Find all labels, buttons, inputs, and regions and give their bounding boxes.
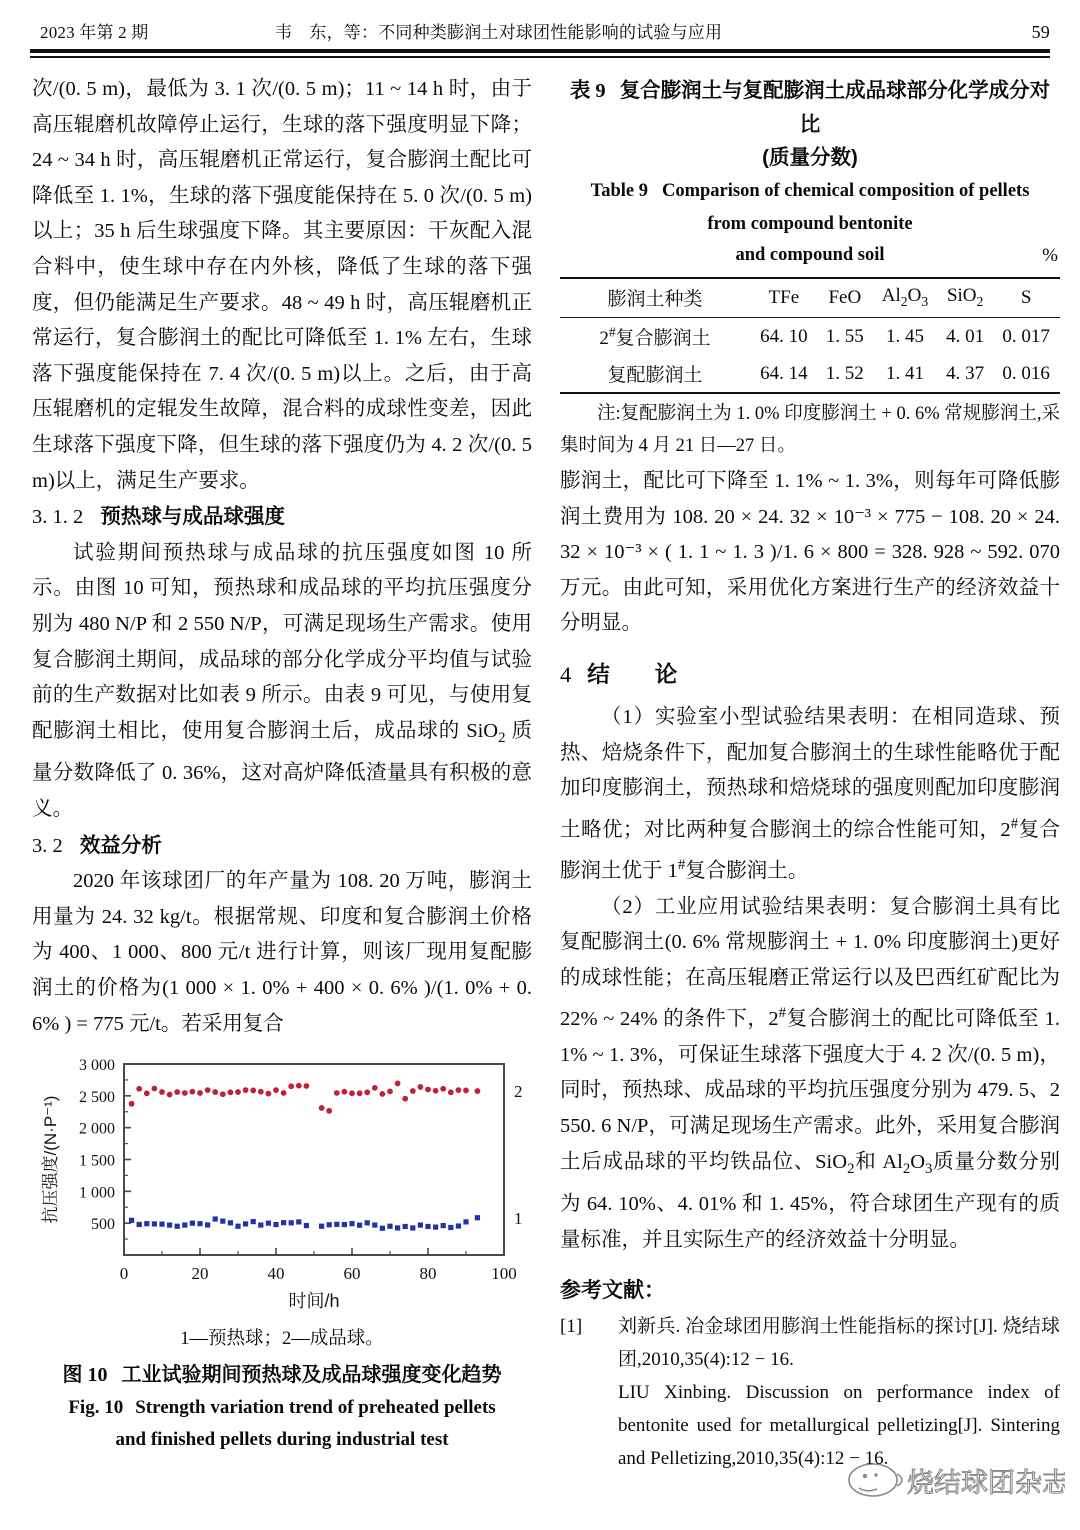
table-9-r0-c3: 1. 45: [885, 325, 924, 347]
x-tick-label: 40: [267, 1264, 285, 1284]
reference-en: LIU Xinbing. Discussion on performance index of bentonite used for metallurgical pelletizing[J]. Sintering and Pelletizing,2010,35(4):12 − 16.: [618, 1382, 1060, 1470]
reference-item: [560, 1310, 1060, 1475]
table-9-caption-cn-line1: [560, 74, 1060, 141]
table-9-r1-c4: 4. 37: [946, 362, 985, 384]
heading-3-2: [32, 828, 532, 865]
heading-4-conclusion: [560, 656, 1060, 694]
conclusion-item-1: [560, 700, 1060, 890]
reference-cn: 刘新兵. 冶金球团用膨润土性能指标的探讨[J]. 烧结球团,2010,35(4):12 − 16.: [618, 1316, 1060, 1371]
figure-10-caption-cn: [32, 1358, 532, 1392]
heading-3-1-2-text: 预热球与成品球强度: [100, 505, 285, 529]
page-number: 59: [1031, 22, 1050, 42]
header-article-title: 韦 东，等：不同种类膨润土对球团性能影响的试验与应用: [275, 23, 723, 42]
table-9-r1-c3: 1. 41: [885, 362, 924, 384]
figure-10-caption-en-text1: Strength variation trend of preheated pellets: [135, 1397, 496, 1419]
conclusion-2-text-c: 和 Al: [854, 1150, 903, 1173]
table-9-caption-en-line2: from compound bentonite: [707, 214, 913, 234]
reference-number: [1]: [560, 1316, 583, 1338]
right-column: [560, 72, 1060, 1530]
hash-superscript: #: [1010, 815, 1019, 832]
table-9-caption-en-line1: [560, 176, 1060, 207]
x-tick-label: 0: [119, 1264, 129, 1284]
table-9-col-5: S: [1020, 286, 1032, 308]
table-row: [560, 355, 1060, 393]
reference-body: [618, 1310, 1060, 1475]
table-9-caption-cn-line2: (质量分数): [762, 146, 858, 169]
figure-10-caption-en-line1: [32, 1392, 532, 1424]
paragraph-3-1-2-b-post: 质量分数降低了 0. 36%，这对高炉降低渣量具有积极的意义。: [32, 719, 533, 820]
conclusion-1-text-b: 复合膨润土优于 1: [560, 818, 1061, 882]
heading-3-1-2-number: 3. 1. 2: [32, 506, 84, 529]
x-tick-label: 100: [491, 1264, 517, 1284]
left-column: [32, 72, 532, 1530]
heading-3-2-text: 效益分析: [79, 833, 162, 857]
scatter-chart: [32, 1050, 532, 1318]
table-9-r1-name: 复配膨润土: [607, 365, 703, 386]
table-9-r0-c4: 4. 01: [946, 325, 985, 347]
table-row: [560, 318, 1060, 356]
y-tick-label: 1 500: [79, 1152, 115, 1170]
figure-10: [32, 1050, 532, 1456]
conclusion-1-text-c: 复合膨润土。: [685, 860, 809, 882]
y-tick-label: 2 000: [79, 1120, 115, 1138]
sio2-subscript: 2: [498, 729, 506, 746]
table-9-grid: [560, 277, 1060, 394]
table-9-r0-c5: 0. 017: [1002, 325, 1050, 347]
y-tick-label: 2 500: [79, 1088, 115, 1106]
table-9-caption-cn-text: 复合膨润土与复配膨润土成品球部分化学成分对比: [619, 79, 1051, 136]
table-9-r0-c2: 1. 55: [825, 325, 864, 347]
table-9-col-0: 膨润土种类: [607, 289, 703, 310]
table-9-label-cn: 表 9: [569, 80, 606, 102]
paragraph-3-1-2-a-text: 试验期间预热球与成品球的抗压强度如图 10 所示。由图 10 可知，预热球和成品球的平均抗压强度分别为 480 N/P 和 2 550 N/P，可满足现场生产需求。使用复合膨润土期间，成品球的部分化学成分平均值与试验前的生产数据对比如表 9 所示。由表 9 可见，与使用复配膨润土相比，使用: [32, 541, 532, 742]
table-9-unit: %: [1042, 245, 1058, 266]
conclusion-1-text-a: （1）实验室小型试验结果表明：在相同造球、预热、焙烧条件下，配加复合膨润土的生球性能略优于配加印度膨润土，预热球和焙烧球的强度则配加印度膨润土略优；对比两种复合膨润土的综合性能可知，2: [560, 705, 1060, 841]
x-axis-label: 时间/h: [288, 1291, 340, 1312]
series-label-2: 2: [514, 1082, 523, 1102]
al2o3-subscript-1: 2: [902, 1160, 911, 1177]
table-9-caption-en-line3-row: [560, 240, 1060, 271]
table-9-header-row: [560, 278, 1060, 318]
y-tick-label: 3 000: [79, 1057, 115, 1075]
paragraph-economics: 膨润土，配比可下降至 1. 1% ~ 1. 3%，则每年可降低膨润土费用为 108. 20 × 24. 32 × 10⁻³ × 775 − 108. 20 × 24. 32 × 10⁻³ × ( 1. 1 ~ 1. 3 )/1. 6 × 800 = 328. 928 ~ 592. 070 万元。由此可知，采用优化方案进行生产的经济效益十分明显。: [560, 470, 1060, 635]
conclusion-2-text-b: 复合膨润土的配比可降低至 1. 1% ~ 1. 3%，可保证生球落下强度大于 4. 2 次/(0. 5 m)，同时，预热球、成品球的平均抗压强度分别为 479. 5、2 550. 6 N/P，可满足现场生产需求。此外，采用复合膨润土后成品球的平均铁品位、SiO: [560, 1008, 1061, 1173]
table-9-r1-c1: 64. 14: [760, 362, 808, 384]
figure-10-label-cn: 图 10: [62, 1364, 108, 1387]
header-issue: 2023 年第 2 期: [40, 23, 149, 42]
series-label-1: 1: [514, 1208, 523, 1228]
table-9: [560, 74, 1060, 462]
table-9-r1-c2: 1. 52: [825, 362, 864, 384]
series-1: [129, 1215, 480, 1231]
table-9-col-2: FeO: [828, 286, 862, 308]
figure-10-label-en: Fig. 10: [68, 1397, 124, 1419]
watermark-text: 烧结球团杂志: [907, 1468, 1065, 1498]
table-9-caption-en-text1: Comparison of chemical composition of pellets: [662, 181, 1030, 201]
table-9-col-4: SiO$_2$: [946, 285, 984, 309]
series-2: [129, 1081, 481, 1114]
x-tick-label: 20: [191, 1264, 209, 1284]
figure-10-caption-cn-text: 工业试验期间预热球及成品球强度变化趋势: [121, 1364, 502, 1387]
table-9-col-1: TFe: [768, 286, 800, 308]
sio2-subscript: 2: [847, 1160, 855, 1177]
y-tick-label: 500: [91, 1216, 115, 1234]
conclusion-2-text-a: （2）工业应用试验结果表明：复合膨润土具有比复配膨润土(0. 6% 常规膨润土 + 1. 0% 印度膨润土)更好的成球性能；在高压辊磨正常运行以及巴西红矿配比为 22% ~ 24% 的条件下，2: [560, 895, 1060, 1031]
paragraph-3-1-2-a: [32, 536, 532, 828]
page-columns: [0, 72, 1080, 1530]
figure-10-plot: [32, 1050, 532, 1318]
heading-3-1-2: [32, 499, 532, 536]
figure-10-caption-en-line2: and finished pellets during industrial test: [115, 1429, 449, 1451]
table-9-r0-c1: 64. 10: [760, 325, 808, 347]
header-divider: [30, 49, 1050, 59]
table-9-col-3: $Al_2O_3$: [881, 285, 929, 309]
heading-4-text: 结 论: [587, 661, 678, 687]
y-tick-label: 1 000: [79, 1184, 115, 1202]
x-tick-label: 80: [419, 1264, 437, 1284]
table-9-label-en: Table 9: [590, 181, 648, 201]
running-head: [40, 18, 1050, 46]
figure-10-series-note: 1—预热球；2—成品球。: [180, 1329, 384, 1350]
table-9-r0-name: 2#复合膨润土: [599, 324, 711, 349]
y-axis-label: 抗压强度/(N·P⁻¹): [41, 1095, 60, 1224]
x-tick-label: 60: [343, 1264, 361, 1284]
references-heading: 参考文献：: [560, 1279, 665, 1303]
paragraph-3-2: 2020 年该球团厂的年产量为 108. 20 万吨，膨润土用量为 24. 32 kg/t。根据常规、印度和复合膨润土价格为 400、1 000、800 元/t 进行计算，则该厂现用复配膨润土的价格为(1 000 × 1. 0% + 400 × 0. 6% )/(1. 0% + 0. 6% ) = 775 元/t。若采用复合: [32, 870, 532, 1035]
al2o3-subscript-2: 3: [925, 1160, 933, 1177]
paragraph-continued: 次/(0. 5 m)，最低为 3. 1 次/(0. 5 m)；11 ~ 14 h 时，由于高压辊磨机故障停止运行，生球的落下强度明显下降；24 ~ 34 h 时，高压辊磨机正常运行，复合膨润土配比可降低至 1. 1%，生球的落下强度能保持在 5. 0 次/(0. 5 m)以上；35 h 后生球强度下降。其主要原因：干灰配入混合料中，使生球中存在内外核，降低了生球的落下强度，但仍能满足生产要求。48 ~ 49 h 时，高压辊磨机正常运行，复合膨润土的配比可降低至 1. 1% 左右，生球落下强度能保持在 7. 4 次/(0. 5 m)以上。之后，由于高压辊磨机的定辊发生故障，混合料的成球性变差，因此生球落下强度下降，但生球的落下强度仍为 4. 2 次/(0. 5 m)以上，满足生产要求。: [32, 78, 532, 492]
paragraph-3-1-2-b-pre: 复合膨润土后，成品球的 SiO: [224, 719, 499, 742]
table-9-note: 注:复配膨润土为 1. 0% 印度膨润土 + 0. 6% 常规膨润土,采集时间为 4 月 21 日—27 日。: [560, 404, 1060, 456]
conclusion-2-text-d: 质量分数分别为 64. 10%、4. 01% 和 1. 45%，符合球团生产现有的质量标准，并且实际生产的经济效益十分明显。: [560, 1150, 1061, 1251]
hash-superscript: #: [778, 1005, 787, 1022]
heading-4-number: 4: [560, 661, 572, 687]
heading-3-2-number: 3. 2: [32, 834, 63, 857]
table-9-caption-en-text3: and compound soil: [735, 245, 885, 265]
conclusion-item-2: （2）工业应用试验结果表明：复合膨润土具有比复配膨润土(0. 6% 常规膨润土 + 1. 0% 印度膨润土)更好的成球性能；在高压辊磨正常运行以及巴西红矿配比为 22% ~ 24% 的条件下，2#复合膨润土的配比可降低至 1. 1% ~ 1. 3%，可保证生球落下强度大于 4. 2 次/(0. 5 m)，同时，预热球、成品球的平均抗压强度分别为 479. 5、2 550. 6 N/P，可满足现场生产需求。此外，采用复合膨润土后成品球的平均铁品位、SiO$_2$和 $Al_2O_3$质量分数分别为 64. 10%、4. 01% 和 1. 45%，符合球团生产现有的质量标准，并且实际生产的经济效益十分明显。: [560, 895, 1061, 1251]
hash-superscript: #: [677, 857, 686, 874]
table-9-r1-c5: 0. 016: [1002, 362, 1050, 384]
